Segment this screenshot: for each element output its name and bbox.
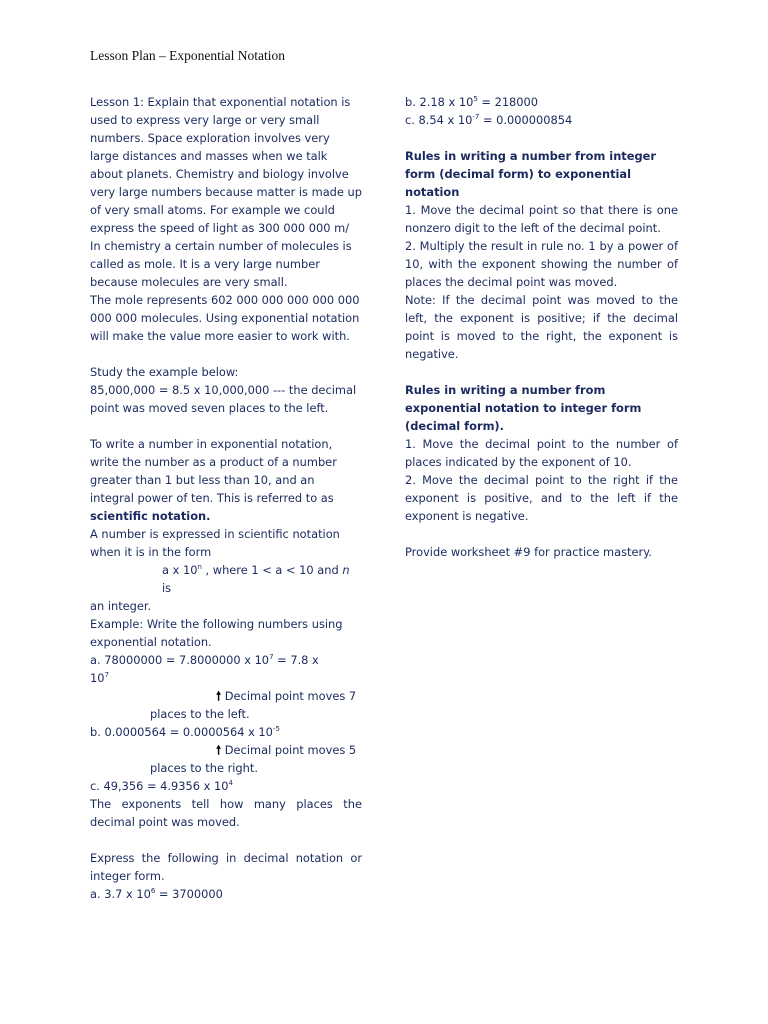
express-c-exponent: -7 — [472, 113, 480, 121]
rules2-item-2: 2. Move the decimal point to the right if the exponent is positive, and to the left if the exponent is negative. — [405, 473, 678, 523]
express-b-exponent: 5 — [473, 95, 478, 103]
rules1-heading-text: Rules in writing a number from integer form (decimal form) to exponential notation — [405, 149, 656, 199]
up-arrow-icon: 🠕 — [216, 689, 222, 703]
express-b-result: = 218000 — [477, 95, 539, 109]
to-write-paragraph — [90, 435, 362, 525]
express-c-line — [405, 111, 678, 129]
example-a-line-2 — [90, 669, 362, 687]
form-a: a x 10 — [162, 563, 198, 577]
form-n: n — [342, 563, 350, 577]
form-line — [90, 561, 362, 597]
form-n-exponent: n — [197, 563, 202, 571]
rules2-heading-text: Rules in writing a number from exponential notation to integer form (decimal form). — [405, 383, 642, 433]
left-column — [90, 93, 362, 903]
study-heading: Study the example below: — [90, 365, 239, 379]
rules1-item-1: 1. Move the decimal point so that there is one nonzero digit to the left of the decimal point. — [405, 203, 678, 235]
study-example: 85,000,000 = 8.5 x 10,000,000 --- the decimal point was moved seven places to the left. — [90, 383, 357, 415]
right-column — [405, 93, 678, 561]
page-title: Lesson Plan – Exponential Notation — [90, 48, 285, 63]
example-a-note-text: Decimal point moves 7 — [224, 689, 357, 703]
example-b-note-text: Decimal point moves 5 — [224, 743, 357, 757]
example-heading: Example: Write the following numbers using exponential notation. — [90, 617, 343, 649]
example-c-text: c. 49,356 = 4.9356 x 10 — [90, 779, 229, 793]
intro-paragraph: Lesson 1: Explain that exponential notation is used to express very large or very small numbers. Space exploration involves very large distances and masses when we talk about planets. Chemistry and biology involve very large numbers because matter is made up of very small atoms. For example we could express the speed of light as 300 000 000 m/ In chemistry a certain number of molecules is called as mole. It is a very large number because molecules are very small. — [90, 95, 362, 289]
worksheet-note: Provide worksheet #9 for practice mastery. — [405, 545, 652, 559]
express-a-result: = 3700000 — [155, 887, 223, 901]
example-a-text: a. 78000000 = 7.8000000 x 10 — [90, 653, 270, 667]
expressed-paragraph: A number is expressed in scientific notation when it is in the form — [90, 527, 340, 559]
example-a-exponent: 7 — [269, 653, 274, 661]
to-write-text: To write a number in exponential notation, write the number as a product of a number greater than 1 but less than 10, and an integral power of ten. This is referred to as — [90, 437, 337, 505]
example-b-note-2: places to the right. — [150, 761, 258, 775]
express-c-text: c. 8.54 x 10 — [405, 113, 473, 127]
example-a-note-2: places to the left. — [150, 707, 250, 721]
rules1-heading — [405, 147, 678, 201]
example-b-text: b. 0.0000564 = 0.0000564 x 10 — [90, 725, 273, 739]
express-a-line — [90, 885, 362, 903]
example-a-exponent-2: 7 — [104, 671, 109, 679]
express-a-text: a. 3.7 x 10 — [90, 887, 151, 901]
example-c-exponent: 4 — [228, 779, 233, 787]
express-b-line — [405, 93, 678, 111]
example-a-line — [90, 651, 362, 669]
form-is: is — [162, 581, 172, 595]
example-a-text-2: = 7.8 x — [273, 653, 319, 667]
example-c-line — [90, 777, 362, 795]
express-c-result: = 0.000000854 — [479, 113, 573, 127]
express-heading: Express the following in decimal notation or integer form. — [90, 851, 362, 883]
rules2-heading — [405, 381, 678, 435]
up-arrow-icon: 🠕 — [216, 743, 222, 757]
example-b-note — [90, 741, 362, 759]
scientific-notation-term: scientific notation. — [90, 509, 211, 523]
mole-paragraph: The mole represents 602 000 000 000 000 000 000 000 molecules. Using exponential notation will make the value more easier to work with. — [90, 293, 360, 343]
example-a-text-3: 10 — [90, 671, 105, 685]
rules1-item-2: 2. Multiply the result in rule no. 1 by a power of 10, with the exponent showing the number of places the decimal point was moved. — [405, 239, 678, 289]
form-integer: an integer. — [90, 599, 152, 613]
express-b-text: b. 2.18 x 10 — [405, 95, 474, 109]
form-where: , where 1 < a < 10 and — [201, 563, 343, 577]
exponents-tell: The exponents tell how many places the decimal point was moved. — [90, 797, 362, 829]
example-b-exponent: -5 — [272, 725, 280, 733]
rules2-item-1: 1. Move the decimal point to the number of places indicated by the exponent of 10. — [405, 437, 678, 469]
express-a-exponent: 6 — [150, 887, 156, 895]
example-b-line — [90, 723, 362, 741]
example-a-note — [90, 687, 362, 705]
rules1-note: Note: If the decimal point was moved to the left, the exponent is positive; if the decimal point is moved to the right, the exponent is negative. — [405, 293, 678, 361]
